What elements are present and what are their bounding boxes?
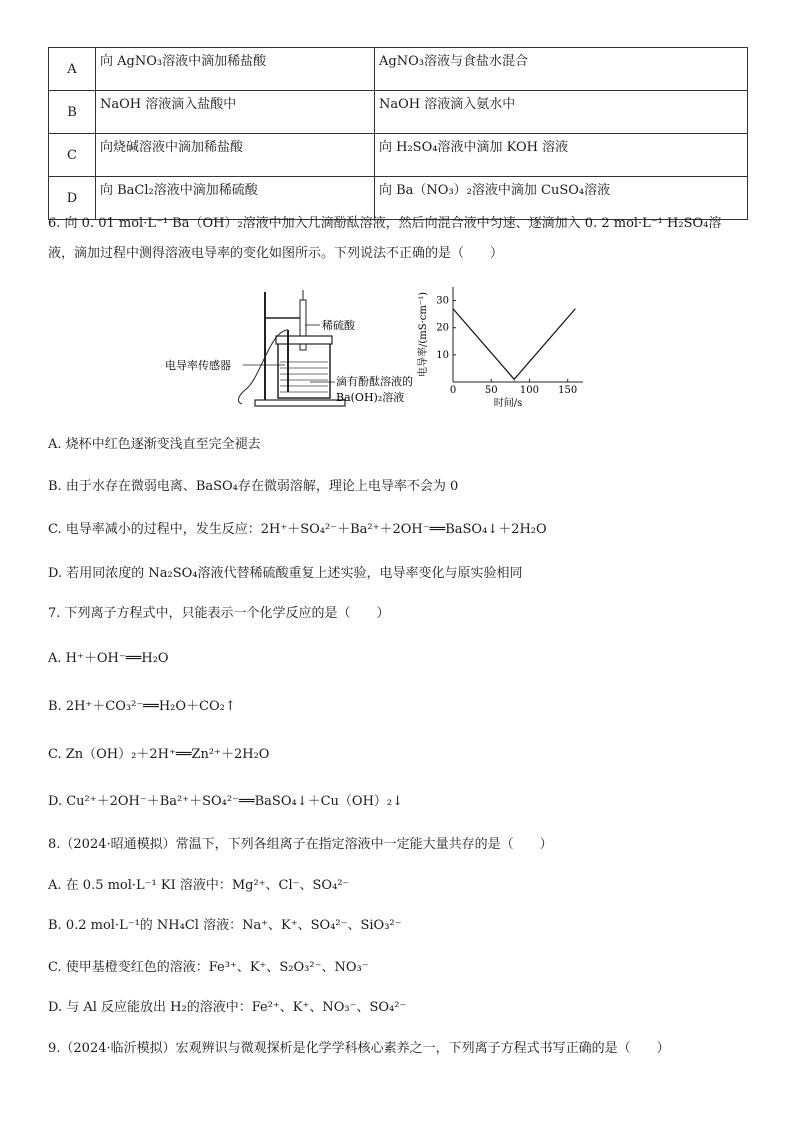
label-solution-line2: Ba(OH)₂溶液	[336, 391, 405, 404]
x-tick-label: 50	[484, 385, 498, 396]
q8-option-a: A. 在 0.5 mol·L⁻¹ KI 溶液中：Mg²⁺、Cl⁻、SO₄²⁻	[48, 878, 350, 893]
right-cell: 向 Ba（NO₃）₂溶液中滴加 CuSO₄溶液	[375, 177, 748, 220]
y-tick-label: 30	[436, 295, 449, 307]
q7-option-a: A. H⁺＋OH⁻══H₂O	[48, 651, 169, 666]
q6-option-c: C. 电导率减小的过程中，发生反应：2H⁺＋SO₄²⁻＋Ba²⁺＋2OH⁻══BaSO₄↓＋2H₂O	[48, 522, 547, 537]
q8-option-c: C. 使甲基橙变红色的溶液：Fe³⁺、K⁺、S₂O₃²⁻、NO₃⁻	[48, 960, 369, 975]
y-tick-label: 10	[436, 349, 449, 361]
row-label: C	[49, 134, 96, 177]
label-conductivity-sensor: 电导率传感器	[165, 359, 231, 372]
right-cell: 向 H₂SO₄溶液中滴加 KOH 溶液	[375, 134, 748, 177]
x-tick-label: 100	[519, 385, 540, 396]
right-cell: AgNO₃溶液与食盐水混合	[375, 48, 748, 91]
q8-option-d: D. 与 Al 反应能放出 H₂的溶液中：Fe²⁺、K⁺、NO₃⁻、SO₄²⁻	[48, 1000, 407, 1015]
label-dilute-acid: 稀硫酸	[322, 319, 355, 332]
q7-option-b: B. 2H⁺＋CO₃²⁻══H₂O＋CO₂↑	[48, 699, 236, 714]
x-tick-label: 150	[558, 385, 578, 396]
row-label: A	[49, 48, 96, 91]
table-row	[49, 91, 748, 134]
conductivity-chart	[415, 280, 590, 410]
q6-option-b: B. 由于水存在微弱电离、BaSO₄存在微弱溶解，理论上电导率不会为 0	[48, 479, 459, 494]
q6-option-a: A. 烧杯中红色逐渐变浅直至完全褪去	[48, 437, 261, 452]
options-table	[48, 47, 748, 220]
apparatus-diagram	[160, 280, 430, 415]
y-tick-label: 20	[436, 322, 449, 334]
conductivity-line	[453, 309, 575, 380]
table-row	[49, 134, 748, 177]
q8-option-b: B. 0.2 mol·L⁻¹的 NH₄Cl 溶液：Na⁺、K⁺、SO₄²⁻、SiO₃²⁻	[48, 918, 402, 933]
left-cell: 向 BaCl₂溶液中滴加稀硫酸	[96, 177, 375, 220]
q6-stem-line1: 6. 向 0. 01 mol·L⁻¹ Ba（OH）₂溶液中加入几滴酚酞溶液，然后向混合液中匀速、逐滴加入 0. 2 mol·L⁻¹ H₂SO₄溶	[48, 216, 722, 231]
table-row	[49, 48, 748, 91]
q7-stem: 7. 下列离子方程式中，只能表示一个化学反应的是（ ）	[48, 606, 390, 621]
left-cell: 向 AgNO₃溶液中滴加稀盐酸	[96, 48, 375, 91]
right-cell: NaOH 溶液滴入氨水中	[375, 91, 748, 134]
y-axis-label: 电导率/(mS·cm⁻¹)	[418, 291, 429, 378]
x-axis-label: 时间/s	[493, 398, 523, 409]
q9-stem: 9.（2024·临沂模拟）宏观辨识与微观探析是化学学科核心素养之一，下列离子方程式书写正确的是（ ）	[48, 1041, 670, 1056]
q7-option-c: C. Zn（OH）₂＋2H⁺══Zn²⁺＋2H₂O	[48, 747, 270, 762]
q7-option-d: D. Cu²⁺＋2OH⁻＋Ba²⁺＋SO₄²⁻══BaSO₄↓＋Cu（OH）₂↓	[48, 794, 404, 809]
left-cell: NaOH 溶液滴入盐酸中	[96, 91, 375, 134]
x-tick-label: 0	[449, 385, 457, 396]
label-solution-line1: 滴有酚酞溶液的	[336, 375, 413, 388]
left-cell: 向烧碱溶液中滴加稀盐酸	[96, 134, 375, 177]
q6-stem-line2: 液，滴加过程中测得溶液电导率的变化如图所示。下列说法不正确的是（ ）	[48, 246, 504, 261]
q6-option-d: D. 若用同浓度的 Na₂SO₄溶液代替稀硫酸重复上述实验，电导率变化与原实验相同	[48, 566, 523, 581]
row-label: B	[49, 91, 96, 134]
row-label: D	[49, 177, 96, 220]
q8-stem: 8.（2024·昭通模拟）常温下，下列各组离子在指定溶液中一定能大量共存的是（ ）	[48, 837, 553, 852]
